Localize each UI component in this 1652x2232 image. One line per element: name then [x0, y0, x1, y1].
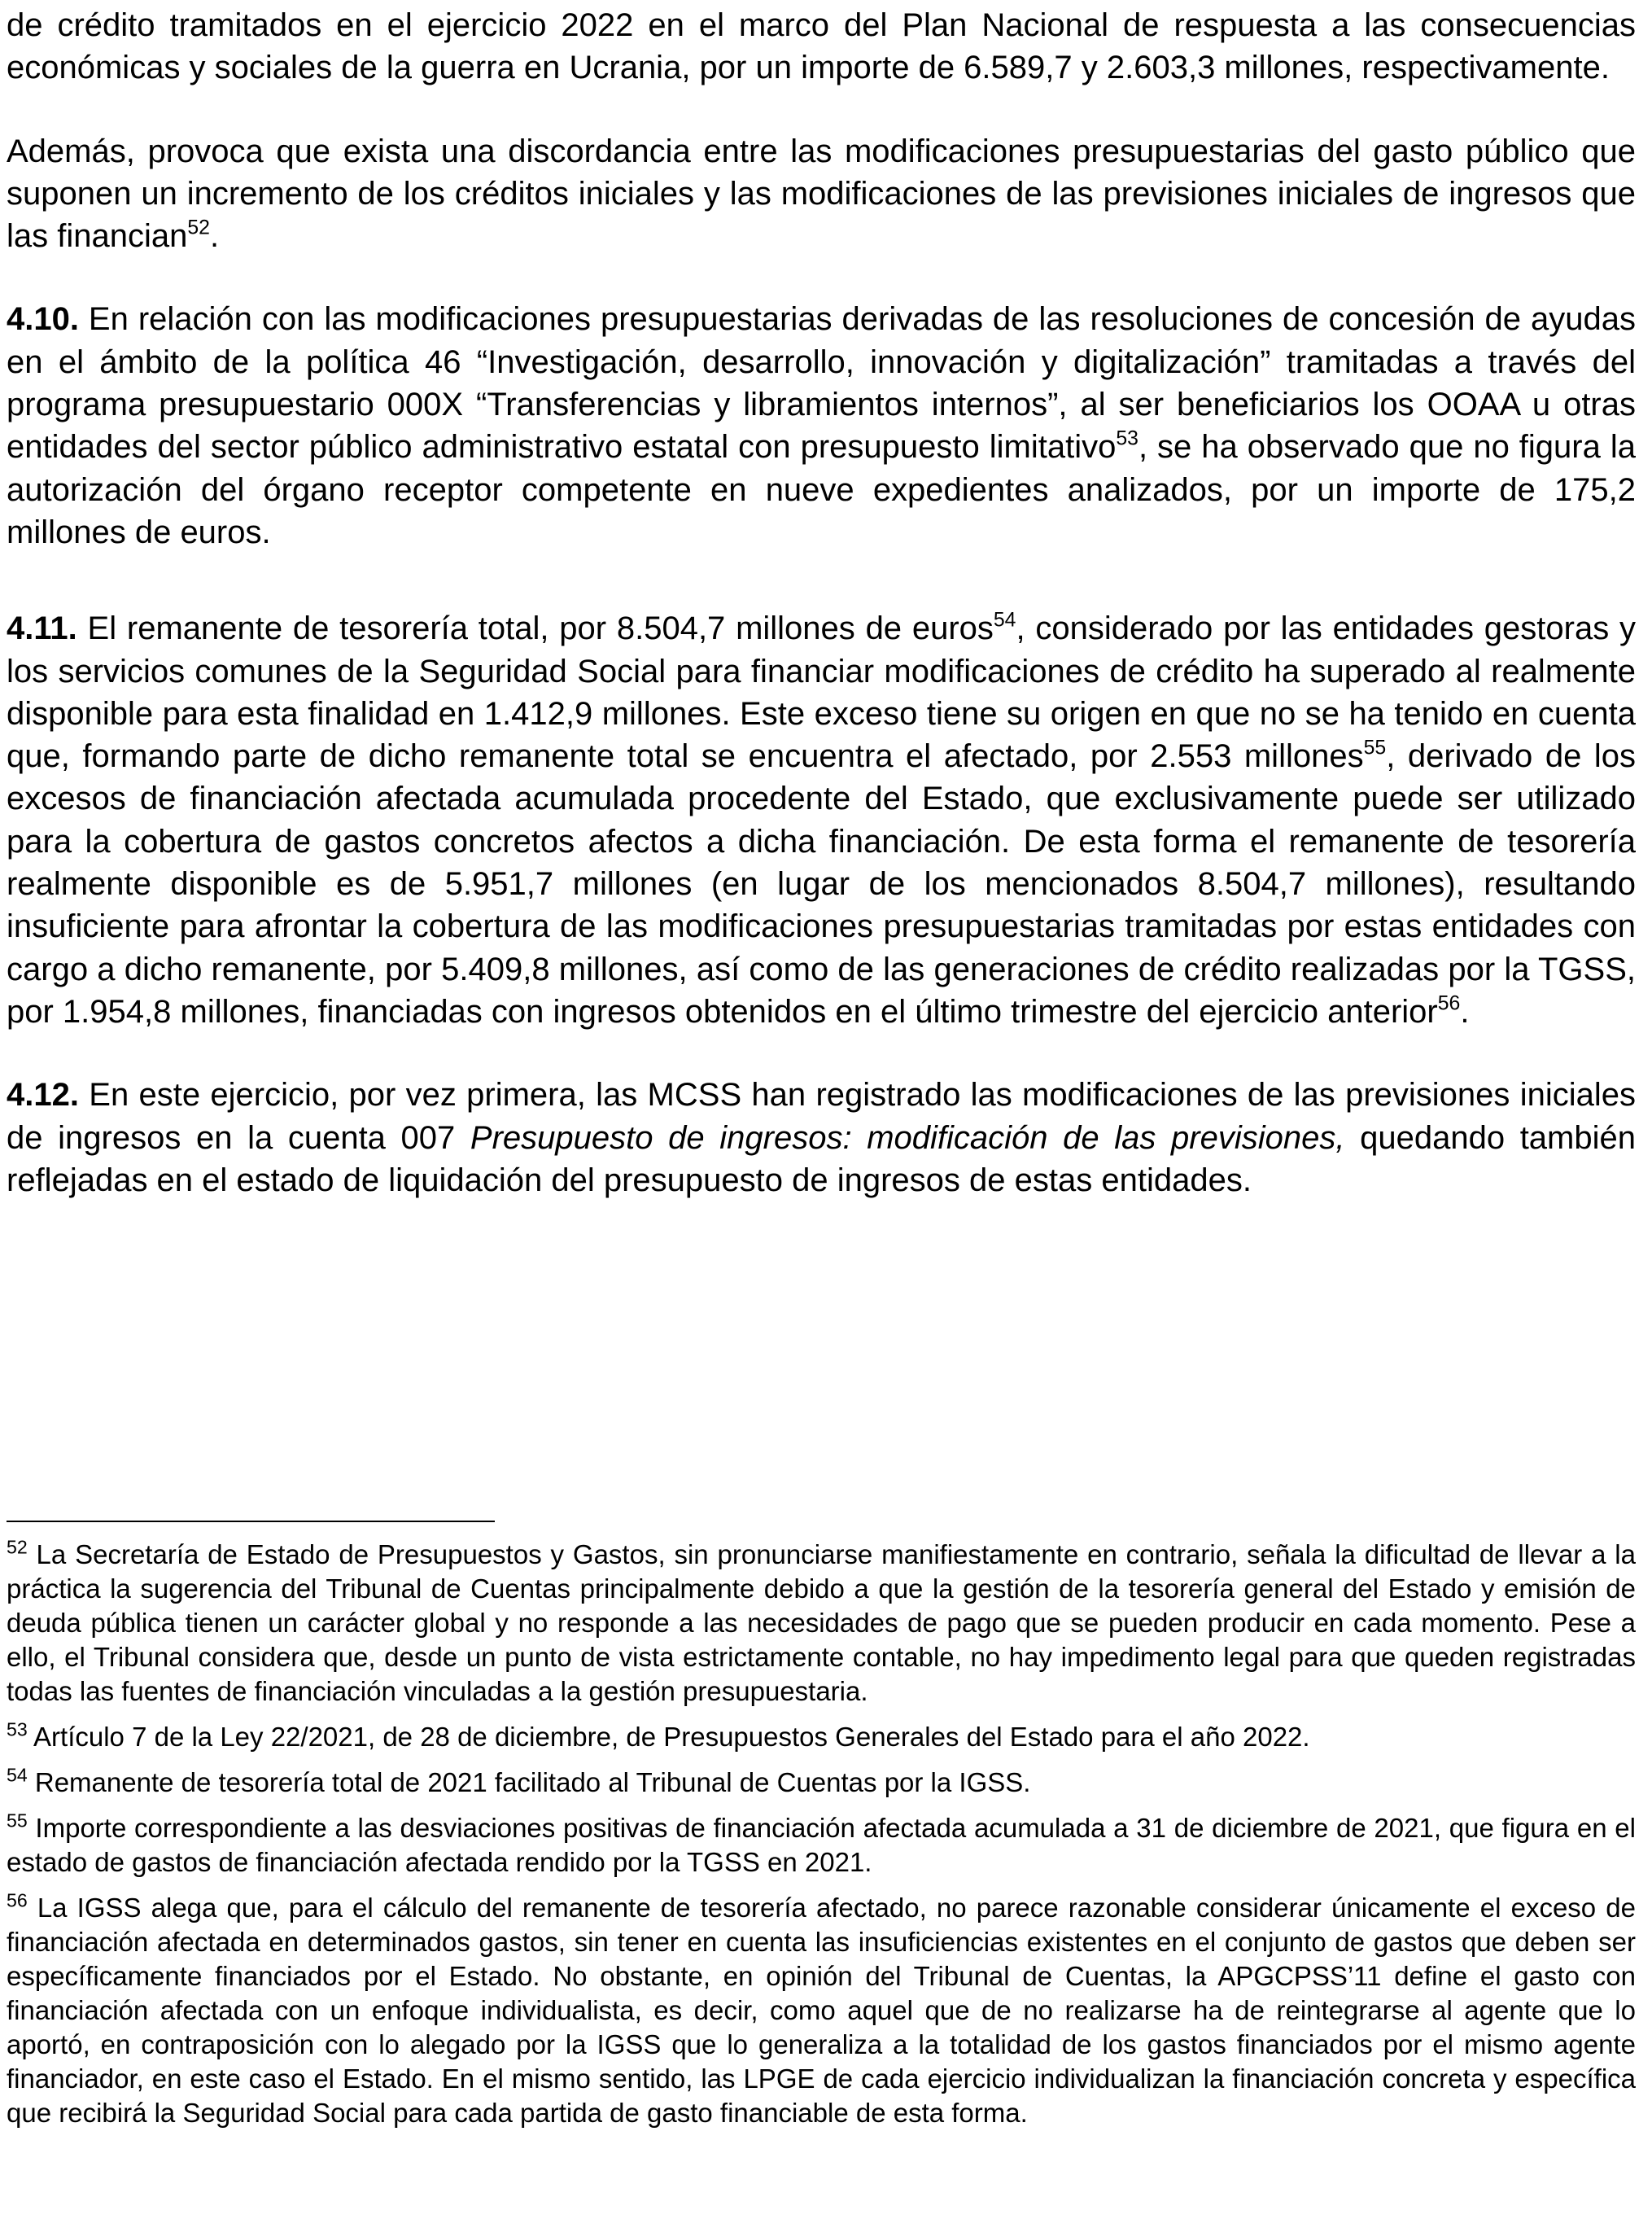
footnote-number: 52 — [7, 1536, 28, 1558]
footnotes — [7, 1538, 1636, 2130]
paragraph-tail: . — [1460, 993, 1470, 1030]
paragraph-continuation — [7, 4, 1636, 90]
footnote-ref-56[interactable]: 56 — [1437, 992, 1461, 1015]
footnote-ref-53[interactable]: 53 — [1116, 428, 1138, 450]
paragraph-4-11 — [7, 607, 1636, 1033]
footnote-ref-55[interactable]: 55 — [1363, 737, 1387, 759]
account-name-italic: Presupuesto de ingresos: modificación de las previsiones, — [470, 1119, 1345, 1156]
paragraph-text: de crédito tramitados en el ejercicio 2022 en el marco del Plan Nacional de respuesta a las consecuencias económicas y sociales de la guerra en Ucrania, por un importe de 6.589,7 y 2.603,3 millones, respectivamente. — [7, 7, 1636, 86]
paragraph-text: En relación con las modificaciones presupuestarias derivadas de las resoluciones de concesión de ayudas en el ámbito de la política 46 “Investigación, desarrollo, innovación y digitalización” tramitadas a través del programa presupuestario 000X “Transferencias y libramientos internos”, al ser beneficiarios los OOAA u otras entidades del sector público administrativo estatal con presupuesto limitativo — [7, 301, 1636, 466]
footnote-number: 54 — [7, 1764, 28, 1786]
footnote-separator — [7, 1521, 495, 1522]
document-body — [7, 4, 1636, 1201]
paragraph-text: Además, provoca que exista una discordancia entre las modificaciones presupuestarias del gasto público que suponen un incremento de los créditos iniciales y las modificaciones de las previsiones iniciales de ingresos que las financian — [7, 133, 1636, 255]
paragraph-text: En este ejercicio, por vez primera, las MCSS han registrado las modificaciones de las previsiones iniciales de ingresos en la cuenta 007 — [7, 1077, 1636, 1156]
paragraph-text: quedando también reflejadas en el estado de liquidación del presupuesto de ingresos de estas entidades. — [7, 1119, 1636, 1198]
paragraph-text: , considerado por las entidades gestoras y los servicios comunes de la Seguridad Social para financiar modificaciones de crédito ha superado al realmente disponible para esta finalidad en 1.412,9 millones. Este exceso tiene su origen en que no se ha tenido en cuenta que, formando parte de dicho remanente total se encuentra el afectado, por 2.553 millones — [7, 611, 1637, 775]
footnote-text: Importe correspondiente a las desviaciones positivas de financiación afectada acumulada a 31 de diciembre de 2021, que figura en el estado de gastos de financiación afectada rendido por la TGSS en 2021. — [7, 1813, 1636, 1877]
paragraph-text: , derivado de los excesos de financiación afectada acumulada procedente del Estado, que exclusivamente puede ser utilizado para la cobertura de gastos concretos afectos a dicha financiación. De esta forma el remanente de tesorería realmente disponible es de 5.951,7 millones (en lugar de los mencionados 8.504,7 millones), resultando insuficiente para afrontar la cobertura de las modificaciones presupuestarias tramitadas por estas entidades con cargo a dicho remanente, por 5.409,8 millones, así como de las generaciones de crédito realizadas por la TGSS, por 1.954,8 millones, financiadas con ingresos obtenidos en el último trimestre del ejercicio anterior — [7, 738, 1637, 1030]
footnote-54 — [7, 1766, 1636, 1800]
paragraph-text: El remanente de tesorería total, por 8.504,7 millones de euros — [76, 611, 994, 647]
paragraph-tail: . — [209, 218, 220, 255]
section-number: 4.10. — [7, 301, 79, 338]
section-number: 4.12. — [7, 1077, 79, 1114]
footnote-text: Artículo 7 de la Ley 22/2021, de 28 de diciembre, de Presupuestos Generales del Estado para el año 2022. — [27, 1722, 1310, 1752]
footnote-ref-54[interactable]: 54 — [993, 609, 1016, 632]
footnote-55 — [7, 1811, 1636, 1880]
footnote-number: 56 — [7, 1889, 28, 1911]
footnote-number: 55 — [7, 1810, 28, 1832]
paragraph-4-10 — [7, 298, 1636, 554]
paragraph-discordancia — [7, 130, 1636, 258]
footnote-ref-52[interactable]: 52 — [187, 217, 210, 239]
paragraph-text: , se ha observado que no figura la autorización del órgano receptor competente en nueve expedientes analizados, por un importe de 175,2 millones de euros. — [7, 429, 1636, 550]
footnote-53 — [7, 1720, 1636, 1754]
section-number: 4.11. — [7, 611, 77, 647]
footnote-56 — [7, 1891, 1636, 2130]
footnote-52 — [7, 1538, 1636, 1709]
paragraph-4-12 — [7, 1074, 1636, 1201]
footnote-text: La Secretaría de Estado de Presupuestos y Gastos, sin pronunciarse manifiestamente en contrario, señala la dificultad de llevar a la práctica la sugerencia del Tribunal de Cuentas principalmente debido a que la gestión de la tesorería general del Estado y emisión de deuda pública tienen un carácter global y no responde a las necesidades de pago que se pueden producir en cada momento. Pese a ello, el Tribunal considera que, desde un punto de vista estrictamente contable, no hay impedimento legal para que queden registradas todas las fuentes de financiación vinculadas a la gestión presupuestaria. — [7, 1539, 1636, 1706]
footnote-text: La IGSS alega que, para el cálculo del remanente de tesorería afectado, no parece razonable considerar únicamente el exceso de financiación afectada en determinados gastos, sin tener en cuenta las insuficiencias existentes en el conjunto de gastos que deben ser específicamente financiados por el Estado. No obstante, en opinión del Tribunal de Cuentas, la APGCPSS’11 define el gasto con financiación afectada con un enfoque individualista, es decir, como aquel que de no realizarse ha de reintegrarse al agente que lo aportó, en contraposición con lo alegado por la IGSS que lo generaliza a la totalidad de los gastos financiados por el mismo agente financiador, en este caso el Estado. En el mismo sentido, las LPGE de cada ejercicio individualizan la financiación concreta y específica que recibirá la Seguridad Social para cada partida de gasto financiable de esta forma. — [7, 1893, 1636, 2128]
footnote-number: 53 — [7, 1718, 28, 1740]
footnote-text: Remanente de tesorería total de 2021 facilitado al Tribunal de Cuentas por la IGSS. — [27, 1767, 1031, 1797]
